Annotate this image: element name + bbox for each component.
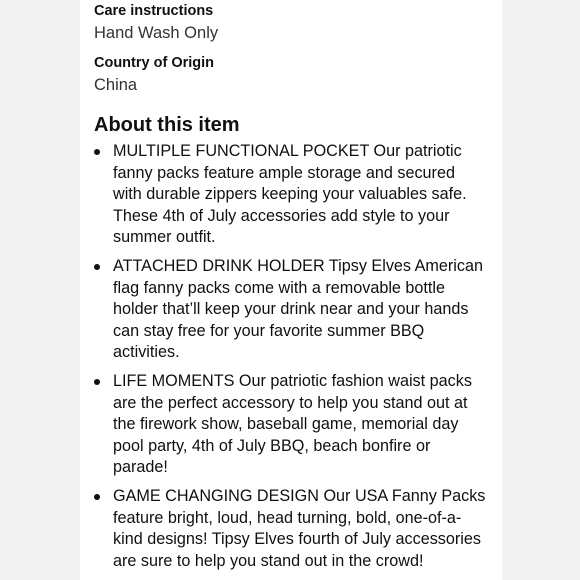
- care-instructions-attribute: [94, 2, 218, 44]
- feature-bullet: [80, 486, 502, 572]
- country-of-origin-value: China: [94, 76, 138, 94]
- care-instructions-label: Care instructions: [94, 3, 214, 19]
- feature-bullet-text: MULTIPLE FUNCTIONAL POCKET Our patriotic fanny packs feature ample storage and secured with durable zippers keeping your valuables safe. These 4th of July accessories add style to your summer outfit.: [113, 142, 467, 247]
- care-instructions-value: Hand Wash Only: [94, 24, 219, 42]
- bullet-point-icon: [94, 149, 100, 155]
- bullet-point-icon: [94, 494, 100, 500]
- feature-bullet: [80, 256, 502, 364]
- feature-bullet-text: GAME CHANGING DESIGN Our USA Fanny Packs feature bright, loud, head turning, bold, one-of-a-kind designs! Tipsy Elves fourth of July accessories are sure to help you stand out in the crowd!: [113, 486, 486, 570]
- feature-bullet-text: LIFE MOMENTS Our patriotic fashion waist packs are the perfect accessory to help you stand out at the firework show, baseball game, memorial day pool party, 4th of July BBQ, beach bonfire or parade!: [113, 371, 472, 477]
- about-this-item-heading: About this item: [94, 114, 240, 136]
- feature-bullet: [80, 371, 502, 479]
- feature-bullet-list: [80, 141, 502, 579]
- bullet-point-icon: [94, 264, 100, 270]
- bullet-point-icon: [94, 379, 100, 385]
- country-of-origin-label: Country of Origin: [94, 55, 215, 71]
- product-details-panel: [80, 0, 502, 580]
- feature-bullet: [80, 141, 502, 249]
- feature-bullet-text: ATTACHED DRINK HOLDER Tipsy Elves American flag fanny packs come with a removable bottle holder that’ll keep your drink near and your hands can stay free for your favorite summer BBQ activities.: [113, 256, 483, 362]
- country-of-origin-attribute: [94, 54, 214, 96]
